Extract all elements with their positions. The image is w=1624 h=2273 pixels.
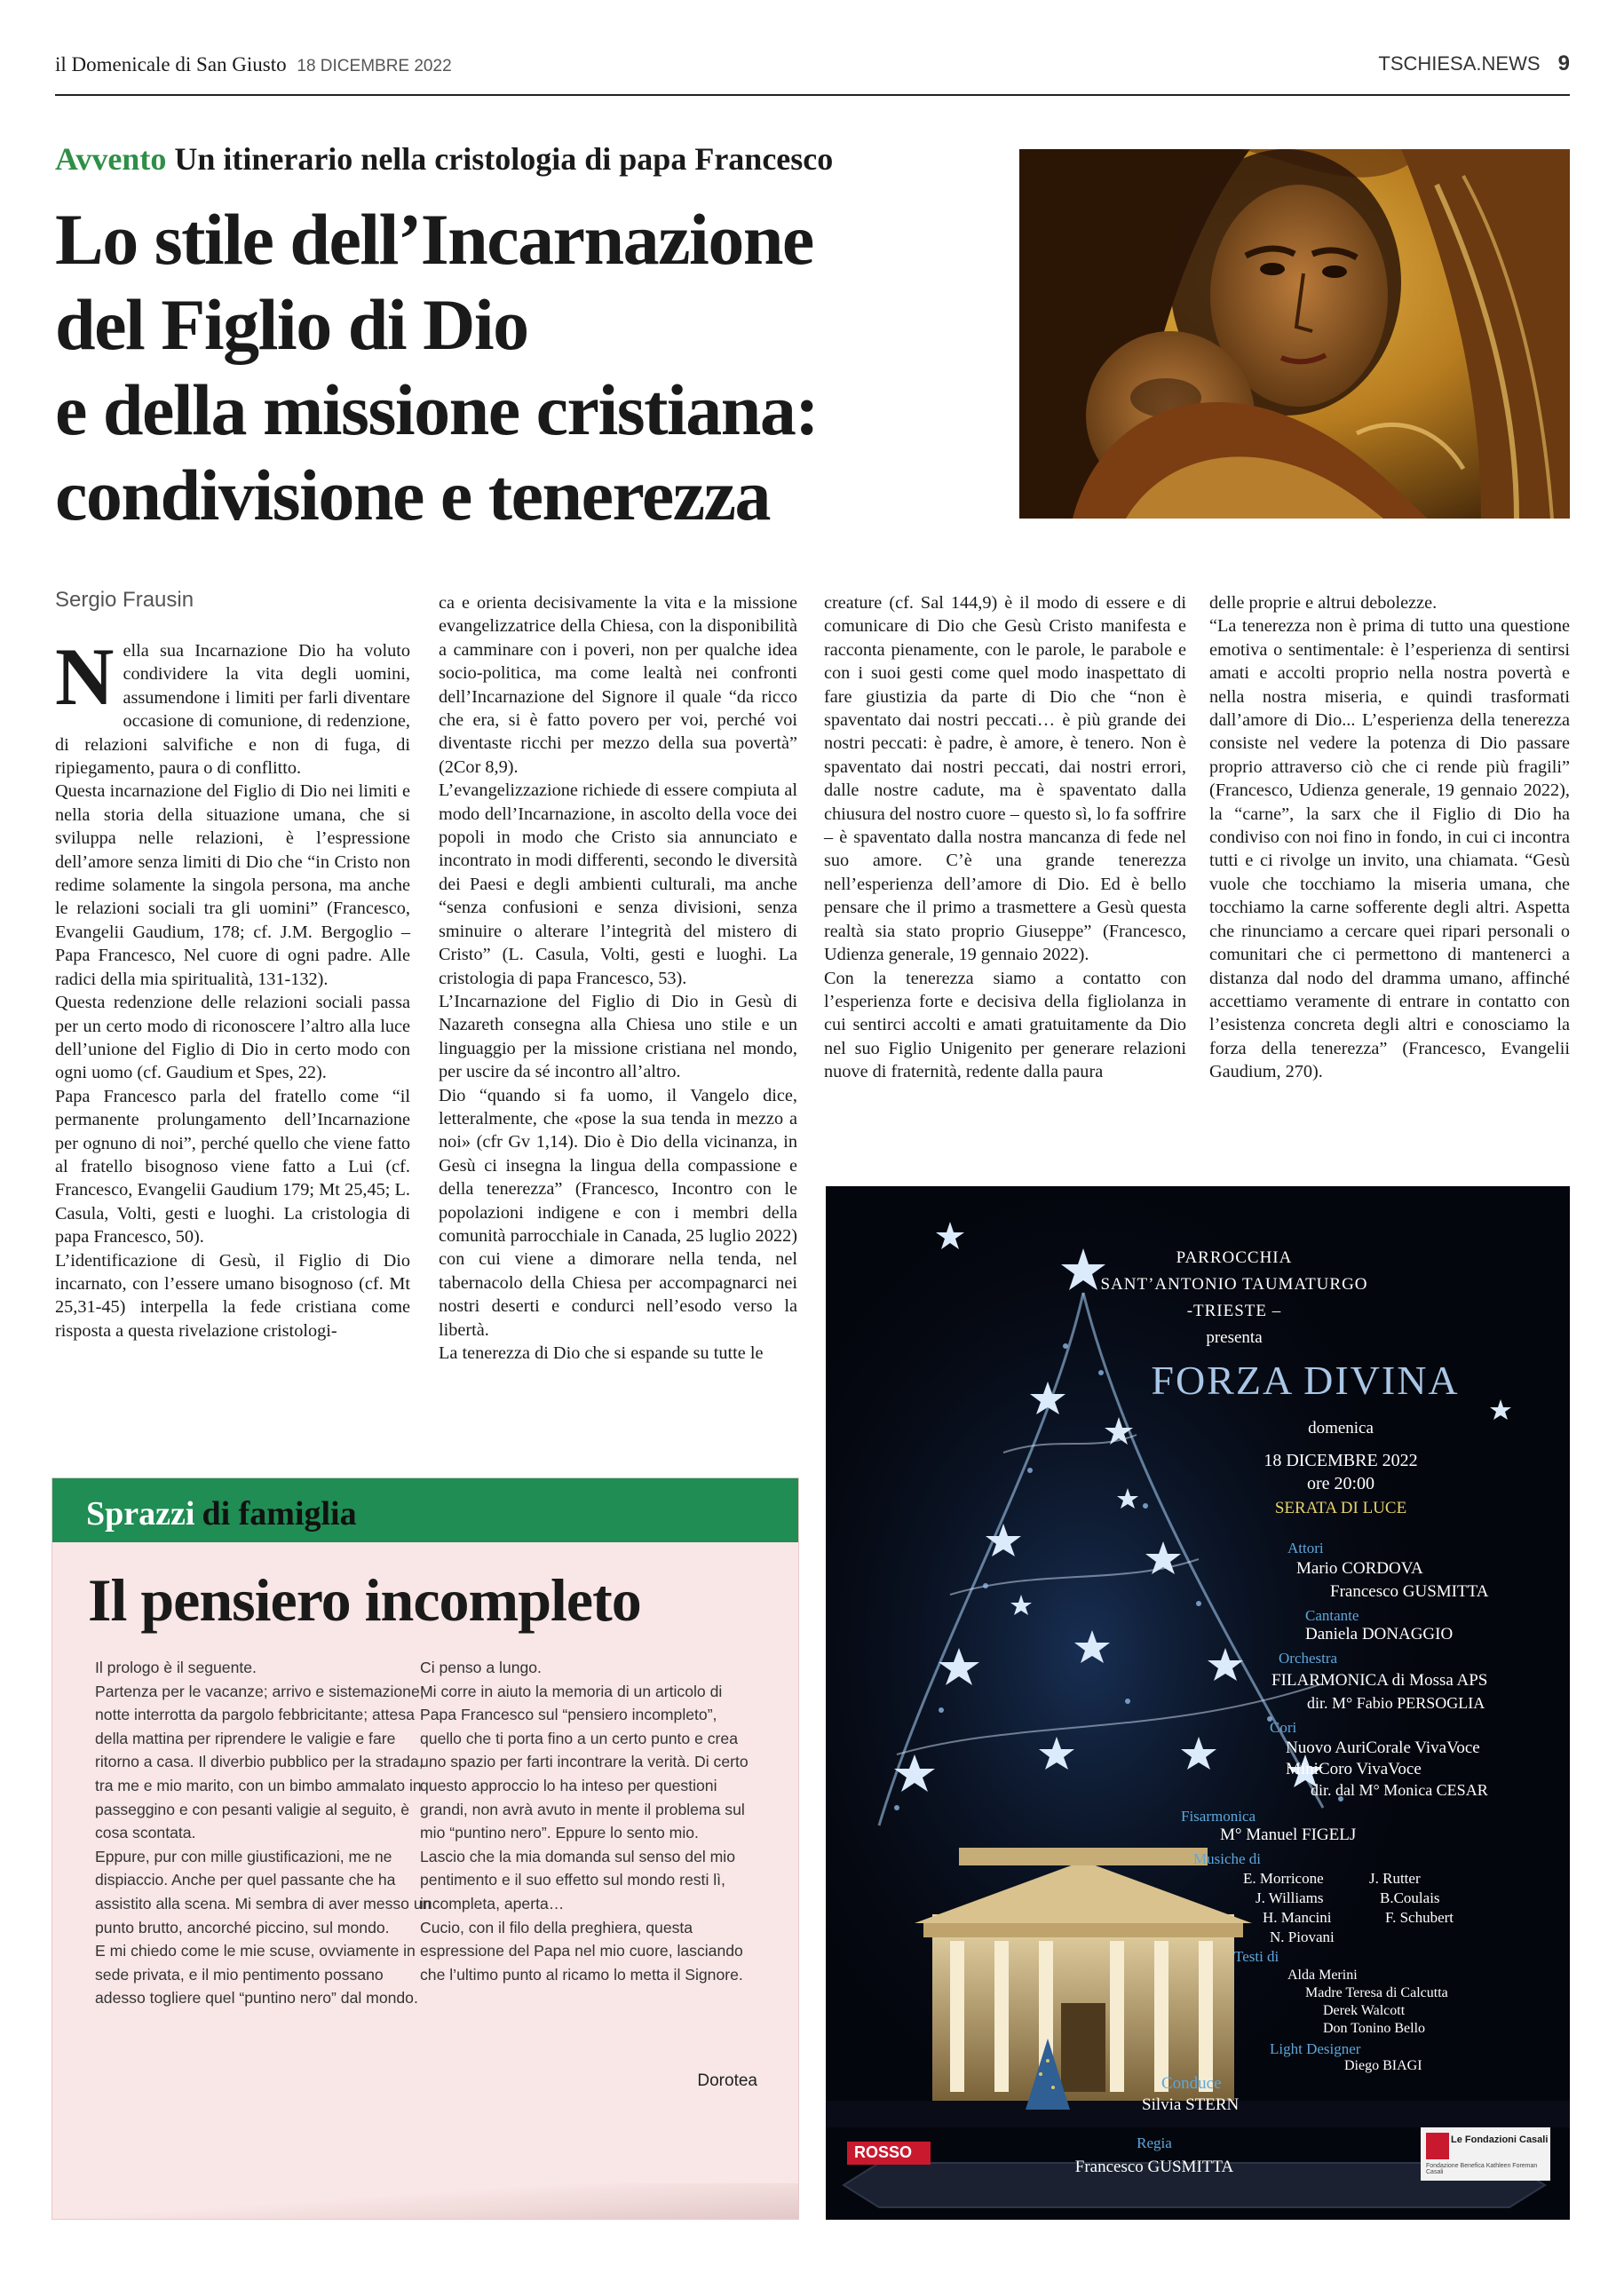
article-paragraph: Questa incarnazione del Figlio di Dio nei limiti e nella storia della situazione umana, che si sviluppa nelle relazioni, è l’espressione dell’amore senza limiti di Dio che “in Cristo non redime solamente la singola persona, ma anche le relazioni sociali tra gli uomini” (Francesco, Evangelii Gaudium, 178; cf. J.M. Bergoglio – Papa Francesco, Nel cuore di ogni padre. Alle radici della mia spiritualità, 131-132). [55, 781, 410, 989]
poster-label: Cori [1270, 1719, 1297, 1736]
poster-label: Orchestra [1279, 1650, 1338, 1667]
drop-cap: N [55, 631, 115, 722]
section-band [52, 1478, 799, 1542]
poster-accordionist: M° Manuel FIGELJ [1220, 1826, 1357, 1844]
article-paragraph: Questa redenzione delle relazioni sociali passa per un certo modo di riconoscere l’altro alla luce dell’unione del Figlio di Dio in certo modo con ogni uomo (cf. Gaudium et Spes, 22). [55, 993, 410, 1083]
poster-author: Alda Merini [1287, 1968, 1358, 1983]
poster-day: domenica [1308, 1419, 1374, 1437]
article-column-4 [1209, 591, 1570, 1084]
box-signature: Dorotea [697, 2071, 757, 2090]
header-site [1378, 51, 1570, 76]
header-publication [55, 53, 452, 76]
poster-orchestra: FILARMONICA di Mossa APS [1271, 1671, 1488, 1690]
poster-org-line: presenta [1206, 1328, 1263, 1347]
poster-author: Madre Teresa di Calcutta [1305, 1985, 1448, 2000]
sponsor-logo-right-sub: Fondazione Benefica Kathleen Foreman Casali [1426, 2163, 1538, 2175]
article-column-1 [55, 631, 410, 1342]
box-paragraph: Ci penso a lungo. [420, 1659, 542, 1676]
article-paragraph: Nella sua Incarnazione Dio ha voluto condividere la vita degli uomini, assumendone i limiti per farli diventare occasione di comunione, di redenzione, di relazioni salvifiche e non di fuga, di ripiegamento, paura o di conflitto. [55, 631, 410, 779]
article-paragraph: Con la tenerezza siamo a contatto con l’esperienza forte e decisiva della figliolanza in cui sentirci accolti e amati gratuitamente da Dio nel suo Figlio Unigenito per generare relazioni nuove di fraternità, redente dalla paura [824, 968, 1186, 1082]
poster-label: Light Designer [1270, 2040, 1361, 2057]
title-line: del Figlio di Dio [55, 284, 528, 365]
family-column-box [51, 1477, 799, 2220]
box-column-2 [420, 1656, 757, 1986]
event-poster [826, 1186, 1570, 2220]
poster-label: Attori [1287, 1540, 1324, 1556]
box-paragraph: Partenza per le vacanze; arrivo e sistemazione; notte interrotta da pargolo febbricitante; attesa della mattina per riprendere le valigie e fare ritorno a casa. Il diverbio pubblico per la strada, tra me e mio marito, con un bimbo ammalato in passeggino e con pesanti valigie al seguito, è cosa scontata. [95, 1682, 424, 1842]
poster-light-designer: Diego BIAGI [1344, 2058, 1422, 2073]
box-paragraph: Mi corre in aiuto la memoria di un articolo di Papa Francesco sul “pensiero incompleto”, quello che ti porta fino a un certo punto e crea uno spazio per farti incontrare la verità. Di certo questo approccio lo ha inteso per questioni grandi, non avrà avuto in mente il problema sul mio “puntino nero”. Eppure lo sento mio. [420, 1682, 749, 1842]
article-paragraph: “La tenerezza non è prima di tutto una questione emotiva o sentimentale: è l’esperienza di sentirsi amati e accolti proprio nella nostra povertà e nella nostra miseria, e quindi trasformati dall’amore di Dio... L’esperienza della tenerezza consiste nel vedere la potenza di Dio passare proprio attraverso ciò che ci rende più fragili” (Francesco, Udienza generale, 19 gennaio 2022), la “carne”, la sarx che il Figlio di Dio ha condiviso con noi fino in fondo, in cui ci incontra tutti e ci rivolge un invito, una chiamata. “Gesù vuole che tocchiamo la miseria umana, che tocchiamo la carne sofferente degli altri. Aspetta che rinunciamo a cercare quei ripari personali o comunitari che ci permettono di mantenerci a distanza dal nodo del dramma umano, affinché accettiamo veramente di entrare in contatto con l’esistenza concreta degli altri e conosciamo la forza della tenerezza” (Francesco, Evangelii Gaudium, 270). [1209, 616, 1570, 1082]
poster-event-title: FORZA DIVINA [1151, 1358, 1460, 1403]
poster-composer: J. Williams [1256, 1889, 1324, 1906]
poster-label: Cantante [1305, 1607, 1359, 1624]
page-header [55, 46, 1570, 96]
poster-choir: MiniCoro VivaVoce [1286, 1760, 1422, 1778]
kicker-text: Un itinerario nella cristologia di papa Francesco [174, 141, 834, 177]
poster-date: 18 DICEMBRE 2022 [1264, 1451, 1418, 1470]
article-column-3 [824, 591, 1186, 1084]
paper-fold-decoration [52, 2183, 799, 2219]
poster-composer: E. Morricone [1243, 1870, 1324, 1887]
poster-author: Don Tonino Bello [1323, 2021, 1426, 2036]
poster-host: Silvia STERN [1142, 2095, 1240, 2114]
section-label: Sprazzi di famiglia [86, 1495, 357, 1532]
sponsor-logo-left: ROSSO [854, 2143, 913, 2161]
poster-choir-director: dir. dal M° Monica CESAR [1311, 1781, 1488, 1799]
poster-composer: B.Coulais [1380, 1889, 1440, 1906]
poster-label: Musiche di [1193, 1850, 1262, 1867]
poster-actor: Mario CORDOVA [1296, 1559, 1423, 1578]
poster-org-line: -TRIESTE – [1186, 1302, 1282, 1320]
article-kicker [55, 140, 833, 178]
article-paragraph: creature (cf. Sal 144,9) è il modo di essere e di comunicare di Dio che Gesù Cristo manifesta e racconta pienamente, con le parole, le parabole e con i suoi gesti come quel modo inaspettato di fare giustizia da parte di Dio che “non è spaventato dai nostri peccati… è più grande dei nostri peccati: è padre, è amore, è tenero. Non è spaventato dai nostri peccati, dai nostri errori, dalle nostre cadute, ma è spaventato dalla chiusura del nostro cuore – questo sì, lo fa soffrire – è spaventato dalla nostra mancanza di fede nel suo amore. C’è una grande tenerezza nell’esperienza dell’amore di Dio. Ed è bello pensare che il primo a trasmettere a Gesù questa realtà sia stato proprio Giuseppe” (Francesco, Udienza generale, 19 gennaio 2022). [824, 593, 1186, 965]
publication-date: 18 DICEMBRE 2022 [297, 57, 452, 75]
article-paragraph: Dio “quando si fa uomo, il Vangelo dice, letteralmente, che «pose la sua tenda in mezzo a noi» (cfr Gv 1,14). Dio è Dio della vicinanza, in Gesù ci insegna la lingua della compassione e della tenerezza” (Francesco, Incontro con le popolazioni indigene e con i membri della comunità parrocchiale in Canada, 25 luglio 2022) con cui viene a dimorare nella tenda, nel tabernacolo della Chiesa per accompagnarci nei nostri deserti e condurci nell’esodo verso la libertà. [439, 1085, 797, 1340]
poster-composer: F. Schubert [1385, 1909, 1454, 1926]
article-title [55, 197, 1005, 538]
poster-author: Derek Walcott [1323, 2003, 1406, 2018]
poster-tagline: SERATA DI LUCE [1274, 1499, 1407, 1517]
icon-painting-image [1019, 149, 1570, 519]
author-byline: Sergio Frausin [55, 588, 194, 612]
title-line: Lo stile dell’Incarnazione [55, 199, 813, 280]
box-title: Il pensiero incompleto [88, 1566, 641, 1634]
box-paragraph: Cucio, con il filo della preghiera, questa espressione del Papa nel mio cuore, lasciando che l’ultimo punto al ricamo lo metta il Signore. [420, 1918, 743, 1984]
box-paragraph: E mi chiedo come le mie scuse, ovviamente in sede privata, e il mio pentimento possano adesso togliere quel “puntino nero” dal mondo. [95, 1942, 418, 2008]
box-paragraph: Lascio che la mia domanda sul senso del mio pentimento e il suo effetto sul mondo resti lì, incompleta, aperta… [420, 1847, 736, 1913]
poster-label: Testi di [1234, 1948, 1279, 1965]
poster-label: Regia [1137, 2134, 1172, 2151]
article-paragraph: L’evangelizzazione richiede di essere compiuta al modo dell’Incarnazione, in ascolto della voce dei popoli in modo che Cristo sia annunciato e incontrato in modi differenti, secondo le diversità dei Paesi e degli ambienti culturali, ma anche “senza confusioni e senza divisioni, senza sminuire o alterare l’integrità del mistero di Cristo” (L. Casula, Volti, gesti e luoghi. La cristologia di papa Francesco, 53). [439, 780, 797, 988]
poster-org-line: PARROCCHIA [1176, 1248, 1293, 1267]
site-link[interactable]: TSCHIESA.NEWS [1378, 52, 1541, 75]
poster-composer: J. Rutter [1369, 1870, 1421, 1887]
poster-label: Fisarmonica [1181, 1808, 1256, 1825]
title-line: e della missione cristiana: [55, 369, 819, 450]
poster-director: Francesco GUSMITTA [1074, 2158, 1234, 2176]
poster-composer: N. Piovani [1270, 1928, 1335, 1945]
poster-composer: H. Mancini [1263, 1909, 1332, 1926]
poster-label: Conduce [1161, 2074, 1222, 2093]
article-paragraph: ca e orienta decisivamente la vita e la missione evangelizzatrice della Chiesa, con la disponibilità a camminare con i poveri, non per qualche idea socio-politica, ma come lealtà nei confronti dell’Incarnazione del Signore il quale “da ricco che era, si è fatto povero per voi, perché voi diventaste ricchi per mezzo della sua povertà” (2Cor 8,9). [439, 593, 797, 777]
article-paragraph: Papa Francesco parla del fratello come “il permanente prolungamento dell’Incarnazione per ognuno di noi”, perché quello che viene fatto al fratello bisognoso viene fatto a Lui (cf. Francesco, Evangelii Gaudium 179; Mt 25,45; L. Casula, Volti, gesti e luoghi. La cristologia di papa Francesco, 50). [55, 1086, 410, 1247]
title-line: condivisione e tenerezza [55, 455, 771, 535]
article-paragraph: delle proprie e altrui debolezze. [1209, 593, 1438, 613]
poster-org-line: SANT’ANTONIO TAUMATURGO [1100, 1275, 1368, 1294]
kicker-section: Avvento [55, 141, 167, 177]
box-column-1 [95, 1656, 432, 2010]
madonna-icon-illustration [1019, 149, 1570, 519]
article-paragraph: L’Incarnazione del Figlio di Dio in Gesù di Nazareth consegna alla Chiesa uno stile e un linguaggio per la missione cristiana nel mondo, per uscire da sé incontro all’altro. [439, 991, 797, 1082]
box-paragraph: Il prologo è il seguente. [95, 1659, 257, 1676]
poster-orchestra-director: dir. M° Fabio PERSOGLIA [1307, 1694, 1485, 1712]
box-paragraph: Eppure, pur con mille giustificazioni, me ne dispiaccio. Anche per quel passante che ha assistito alla scena. Mi sembra di aver messo un punto brutto, ancorché piccino, sul mondo. [95, 1847, 432, 1936]
poster-actor: Francesco GUSMITTA [1330, 1582, 1489, 1601]
poster-singer: Daniela DONAGGIO [1305, 1625, 1454, 1643]
page-number: 9 [1557, 51, 1570, 75]
publication-name: il Domenicale di San Giusto [55, 53, 287, 75]
article-paragraph: La tenerezza di Dio che si espande su tutte le [439, 1343, 764, 1363]
poster-time: ore 20:00 [1306, 1474, 1375, 1493]
article-column-2 [439, 591, 797, 1365]
article-paragraph: L’identificazione di Gesù, il Figlio di Dio incarnato, con l’essere umano bisognoso (cf. Mt 25,31-45) interpella la fede cristiana come risposta a questa rivelazione cristologi- [55, 1250, 410, 1341]
sponsor-logo-right: Le Fondazioni Casali [1451, 2134, 1549, 2145]
poster-choir: Nuovo AuriCorale VivaVoce [1286, 1738, 1480, 1757]
